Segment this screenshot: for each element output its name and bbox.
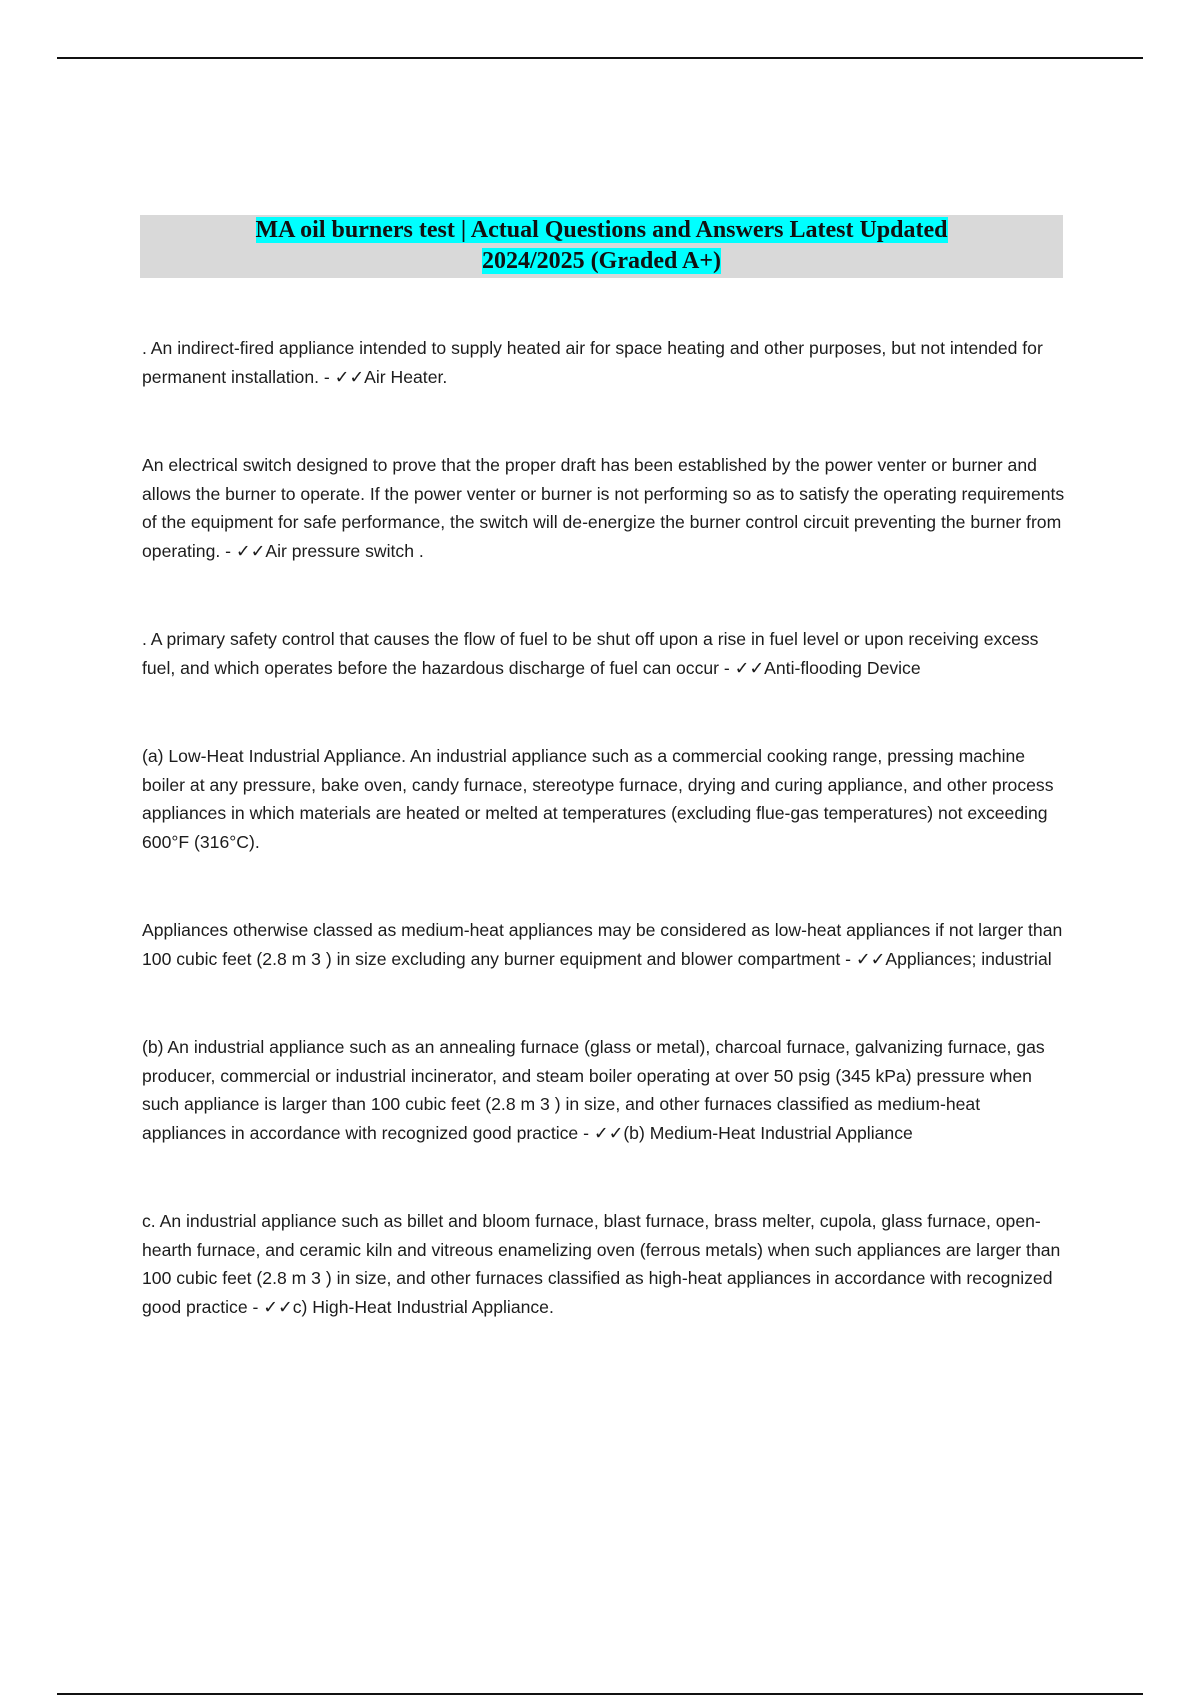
- qa-item-air-pressure-switch: An electrical switch designed to prove that the proper draft has been established by the power venter or burner and allows the burner to operate. If the power venter or burner is not performing so as to satisfy the operating requirements of the equipment for safe performance, the switch will de-energize the burner control circuit preventing the burner from operating. - ✓✓Air pressure switch .: [142, 455, 1065, 561]
- qa-list: [142, 334, 1068, 1381]
- top-rule: [57, 57, 1143, 59]
- title-line-1: MA oil burners test | Actual Questions and Answers Latest Updated: [255, 217, 948, 243]
- qa-item-appliances-industrial: Appliances otherwise classed as medium-heat appliances may be considered as low-heat appliances if not larger than 100 cubic feet (2.8 m 3 ) in size excluding any burner equipment and blower compartment - ✓✓Appliances; industrial: [142, 920, 1063, 969]
- qa-item-medium-heat-appliance: (b) An industrial appliance such as an annealing furnace (glass or metal), charcoal furnace, galvanizing furnace, gas producer, commercial or industrial incinerator, and steam boiler operating at over 50 psig (345 kPa) pressure when such appliance is larger than 100 cubic feet (2.8 m 3 ) in size, and other furnaces classified as medium-heat appliances in accordance with recognized good practice - ✓✓(b) Medium-Heat Industrial Appliance: [142, 1037, 1045, 1143]
- qa-item-high-heat-appliance: c. An industrial appliance such as billet and bloom furnace, blast furnace, brass melter, cupola, glass furnace, open-hearth furnace, and ceramic kiln and vitreous enamelizing oven (ferrous metals) when such appliances are larger than 100 cubic feet (2.8 m 3 ) in size, and other furnaces classified as high-heat appliances in accordance with recognized good practice - ✓✓c) High-Heat Industrial Appliance.: [142, 1211, 1061, 1317]
- qa-item-low-heat-appliance: (a) Low-Heat Industrial Appliance. An industrial appliance such as a commercial cooking range, pressing machine boiler at any pressure, bake oven, candy furnace, stereotype furnace, drying and curing appliance, and other process appliances in which materials are heated or melted at temperatures (excluding flue-gas temperatures) not exceeding 600°F (316°C).: [142, 746, 1054, 852]
- qa-item-anti-flooding-device: . A primary safety control that causes the flow of fuel to be shut off upon a rise in fuel level or upon receiving excess fuel, and which operates before the hazardous discharge of fuel can occur - ✓✓Anti-flooding Device: [142, 629, 1039, 678]
- qa-item-air-heater: . An indirect-fired appliance intended to supply heated air for space heating and other purposes, but not intended for permanent installation. - ✓✓Air Heater.: [142, 338, 1043, 387]
- document-title: [140, 215, 1063, 278]
- bottom-rule: [57, 1693, 1143, 1695]
- title-line-2: 2024/2025 (Graded A+): [481, 248, 721, 274]
